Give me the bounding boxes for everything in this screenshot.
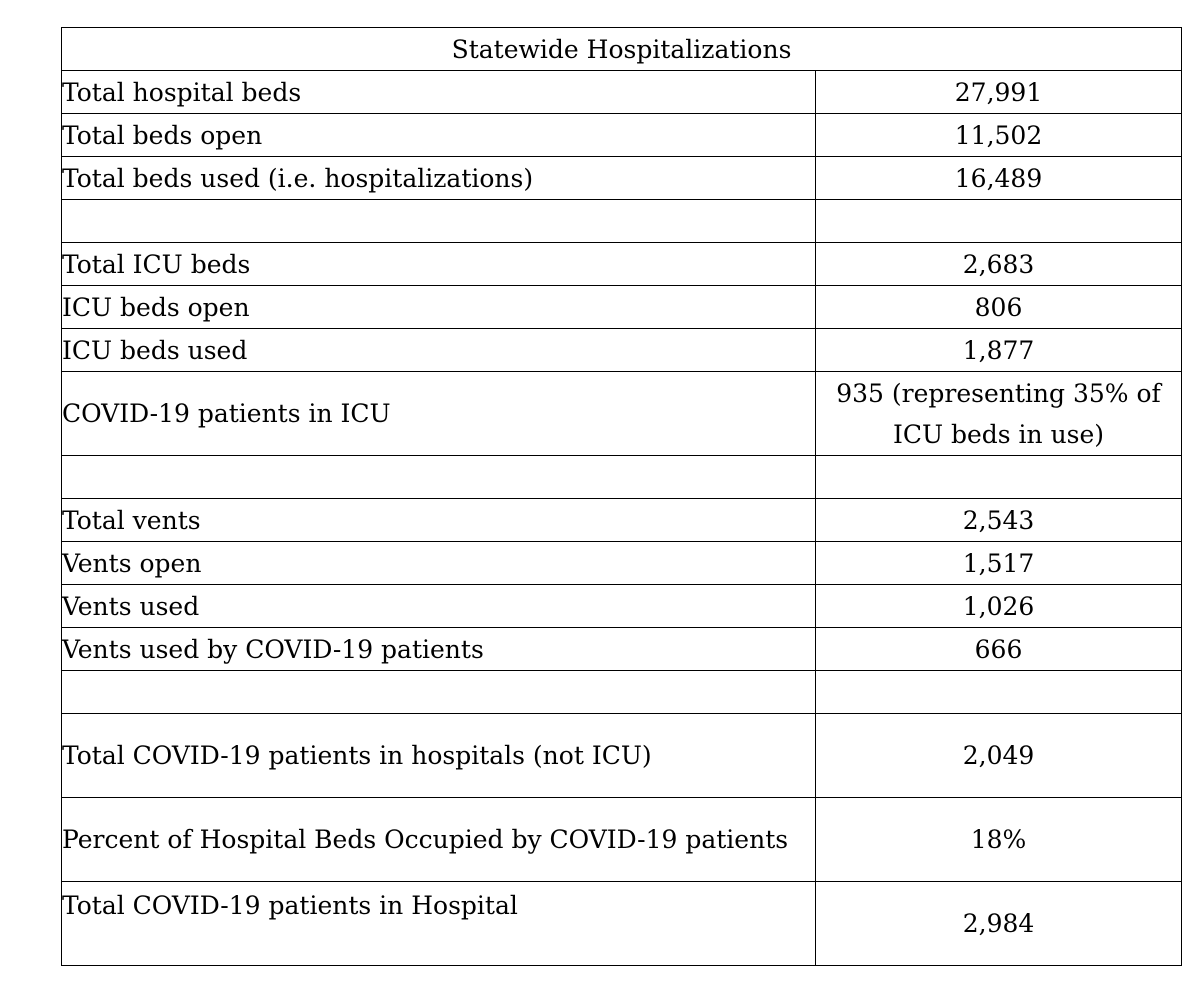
- spacer-row: [62, 456, 1182, 499]
- row-value-total-icu-beds: 2,683: [816, 243, 1182, 286]
- table-row: [62, 628, 1182, 671]
- spacer-cell: [816, 671, 1182, 714]
- row-value-total-beds-open: 11,502: [816, 114, 1182, 157]
- table-title-row: [62, 28, 1182, 71]
- row-label-total-hospital-beds: Total hospital beds: [62, 71, 816, 114]
- row-value-icu-beds-used: 1,877: [816, 329, 1182, 372]
- row-label-total-vents: Total vents: [62, 499, 816, 542]
- spacer-cell: [816, 200, 1182, 243]
- row-label-total-beds-open: Total beds open: [62, 114, 816, 157]
- table-row: [62, 714, 1182, 798]
- table-row: [62, 542, 1182, 585]
- row-value-vents-open: 1,517: [816, 542, 1182, 585]
- table-row: [62, 157, 1182, 200]
- row-label-percent-beds-occupied-covid: Percent of Hospital Beds Occupied by COVID-19 patients: [62, 798, 816, 882]
- spacer-cell: [816, 456, 1182, 499]
- table-row: [62, 372, 1182, 456]
- row-value-vents-used: 1,026: [816, 585, 1182, 628]
- row-value-total-covid-in-hospital: 2,984: [816, 882, 1182, 966]
- row-label-covid-patients-in-icu: COVID-19 patients in ICU: [62, 372, 816, 456]
- row-value-vents-used-by-covid: 666: [816, 628, 1182, 671]
- table-row: [62, 882, 1182, 966]
- row-label-total-beds-used: Total beds used (i.e. hospitalizations): [62, 157, 816, 200]
- row-value-total-hospital-beds: 27,991: [816, 71, 1182, 114]
- row-label-covid-patients-not-icu: Total COVID-19 patients in hospitals (not ICU): [62, 714, 816, 798]
- spacer-cell: [62, 200, 816, 243]
- row-label-total-icu-beds: Total ICU beds: [62, 243, 816, 286]
- row-value-icu-beds-open: 806: [816, 286, 1182, 329]
- spacer-cell: [62, 671, 816, 714]
- row-label-icu-beds-used: ICU beds used: [62, 329, 816, 372]
- row-label-vents-used-by-covid: Vents used by COVID-19 patients: [62, 628, 816, 671]
- table-row: [62, 114, 1182, 157]
- table-row: [62, 243, 1182, 286]
- statewide-hospitalizations-table: [61, 27, 1182, 966]
- spacer-cell: [62, 456, 816, 499]
- table-row: [62, 798, 1182, 882]
- row-value-total-beds-used: 16,489: [816, 157, 1182, 200]
- row-label-vents-open: Vents open: [62, 542, 816, 585]
- spacer-row: [62, 200, 1182, 243]
- row-label-vents-used: Vents used: [62, 585, 816, 628]
- spacer-row: [62, 671, 1182, 714]
- row-value-covid-patients-in-icu: 935 (representing 35% of ICU beds in use): [816, 372, 1182, 456]
- row-value-covid-patients-not-icu: 2,049: [816, 714, 1182, 798]
- table-row: [62, 71, 1182, 114]
- table-row: [62, 585, 1182, 628]
- table-row: [62, 499, 1182, 542]
- row-label-icu-beds-open: ICU beds open: [62, 286, 816, 329]
- table-row: [62, 329, 1182, 372]
- row-label-total-covid-in-hospital: [62, 882, 816, 966]
- row-label-text: Total COVID-19 patients in Hospital: [62, 891, 518, 920]
- table-row: [62, 286, 1182, 329]
- row-value-percent-beds-occupied-covid: 18%: [816, 798, 1182, 882]
- row-value-total-vents: 2,543: [816, 499, 1182, 542]
- table-title: Statewide Hospitalizations: [62, 28, 1182, 71]
